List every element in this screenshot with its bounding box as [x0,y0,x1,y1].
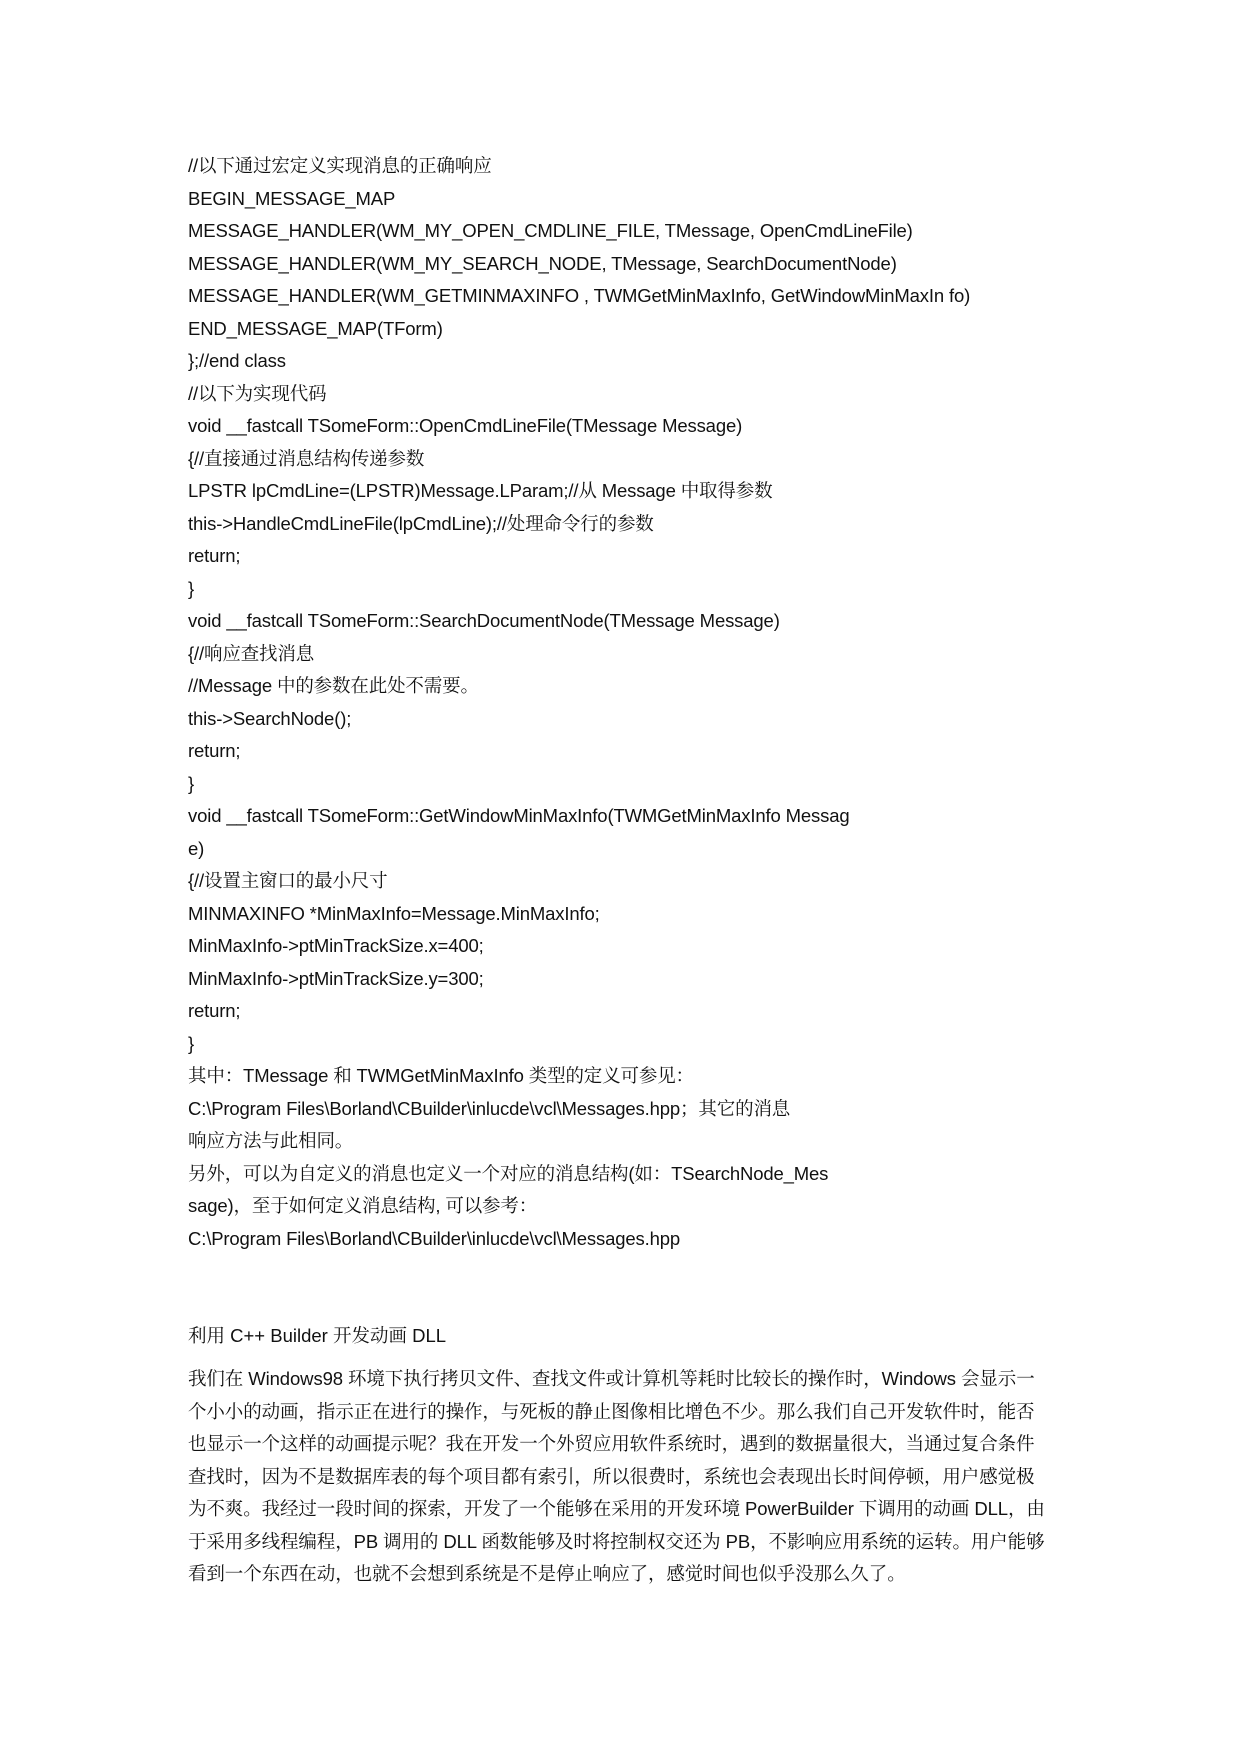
body-paragraph [188,1363,1056,1591]
code-line: C:\Program Files\Borland\CBuilder\inlucde\vcl\Messages.hpp [188,1227,681,1249]
paragraph-line: 看到一个东西在动，也就不会想到系统是不是停止响应了，感觉时间也似乎没那么久了。 [188,1563,906,1584]
paragraph-line: 也显示一个这样的动画提示呢？我在开发一个外贸应用软件系统时，遇到的数据量很大，当通过复合条件 [188,1433,1035,1454]
code-line: MINMAXINFO *MinMaxInfo=Message.MinMaxInfo; [188,902,600,924]
code-line: e) [188,837,205,859]
code-line: } [188,1032,195,1054]
paragraph-line: 于采用多线程编程，PB 调用的 DLL 函数能够及时将控制权交还为 PB，不影响应用系统的运转。用户能够 [188,1530,1045,1552]
code-line: //以下为实现代码 [188,382,327,404]
code-line: 其中：TMessage 和 TWMGetMinMaxInfo 类型的定义可参见： [188,1065,694,1086]
code-line: //Message 中的参数在此处不需要。 [188,675,479,696]
code-line: END_MESSAGE_MAP(TForm) [188,317,443,339]
code-line: 响应方法与此相同。 [188,1130,354,1151]
section-title: 利用 C++ Builder 开发动画 DLL [188,1325,447,1346]
code-line: };//end class [188,350,286,371]
code-line: this->HandleCmdLineFile(lpCmdLine);//处理命令行的参数 [188,512,654,534]
code-line: return; [188,545,241,566]
code-line: void __fastcall TSomeForm::GetWindowMinMaxInfo(TWMGetMinMaxInfo Messag [188,805,850,826]
code-line: {//响应查找消息 [188,642,315,664]
code-line: return; [188,740,241,761]
code-line: void __fastcall TSomeForm::SearchDocumentNode(TMessage Message) [188,610,780,631]
code-line: LPSTR lpCmdLine=(LPSTR)Message.LParam;//从 Message 中取得参数 [188,480,773,501]
code-line: {//直接通过消息结构传递参数 [188,447,425,469]
code-line: BEGIN_MESSAGE_MAP [188,187,396,209]
code-line: 另外，可以为自定义的消息也定义一个对应的消息结构(如：TSearchNode_Mes [188,1162,829,1184]
code-line: MESSAGE_HANDLER(WM_MY_OPEN_CMDLINE_FILE, TMessage, OpenCmdLineFile) [188,220,913,241]
paragraph-line: 查找时，因为不是数据库表的每个项目都有索引，所以很费时，系统也会表现出长时间停顿，用户感觉极 [188,1465,1035,1487]
code-line: MESSAGE_HANDLER(WM_MY_SEARCH_NODE, TMessage, SearchDocumentNode) [188,252,897,274]
code-line: {//设置主窗口的最小尺寸 [188,870,388,891]
code-line: //以下通过宏定义实现消息的正确响应 [188,155,492,176]
code-line: C:\Program Files\Borland\CBuilder\inlucde\vcl\Messages.hpp；其它的消息 [188,1097,791,1119]
code-line: return; [188,1000,241,1021]
code-block [188,150,1088,1255]
code-line: MinMaxInfo->ptMinTrackSize.x=400; [188,935,484,956]
paragraph-line: 我们在 Windows98 环境下执行拷贝文件、查找文件或计算机等耗时比较长的操作时，Windows 会显示一 [188,1368,1035,1389]
code-line: MinMaxInfo->ptMinTrackSize.y=300; [188,967,484,989]
code-line: this->SearchNode(); [188,707,352,729]
code-line: void __fastcall TSomeForm::OpenCmdLineFile(TMessage Message) [188,415,743,436]
paragraph-line: 个小小的动画，指示正在进行的操作，与死板的静止图像相比增色不少。那么我们自己开发软件时，能否 [188,1400,1035,1422]
code-line: sage)，至于如何定义消息结构, 可以参考： [188,1195,538,1216]
code-line: } [188,772,195,794]
code-line: MESSAGE_HANDLER(WM_GETMINMAXINFO , TWMGetMinMaxInfo, GetWindowMinMaxIn fo) [188,285,971,306]
code-line: } [188,577,195,599]
paragraph-line: 为不爽。我经过一段时间的探索，开发了一个能够在采用的开发环境 PowerBuilder 下调用的动画 DLL，由 [188,1498,1045,1519]
